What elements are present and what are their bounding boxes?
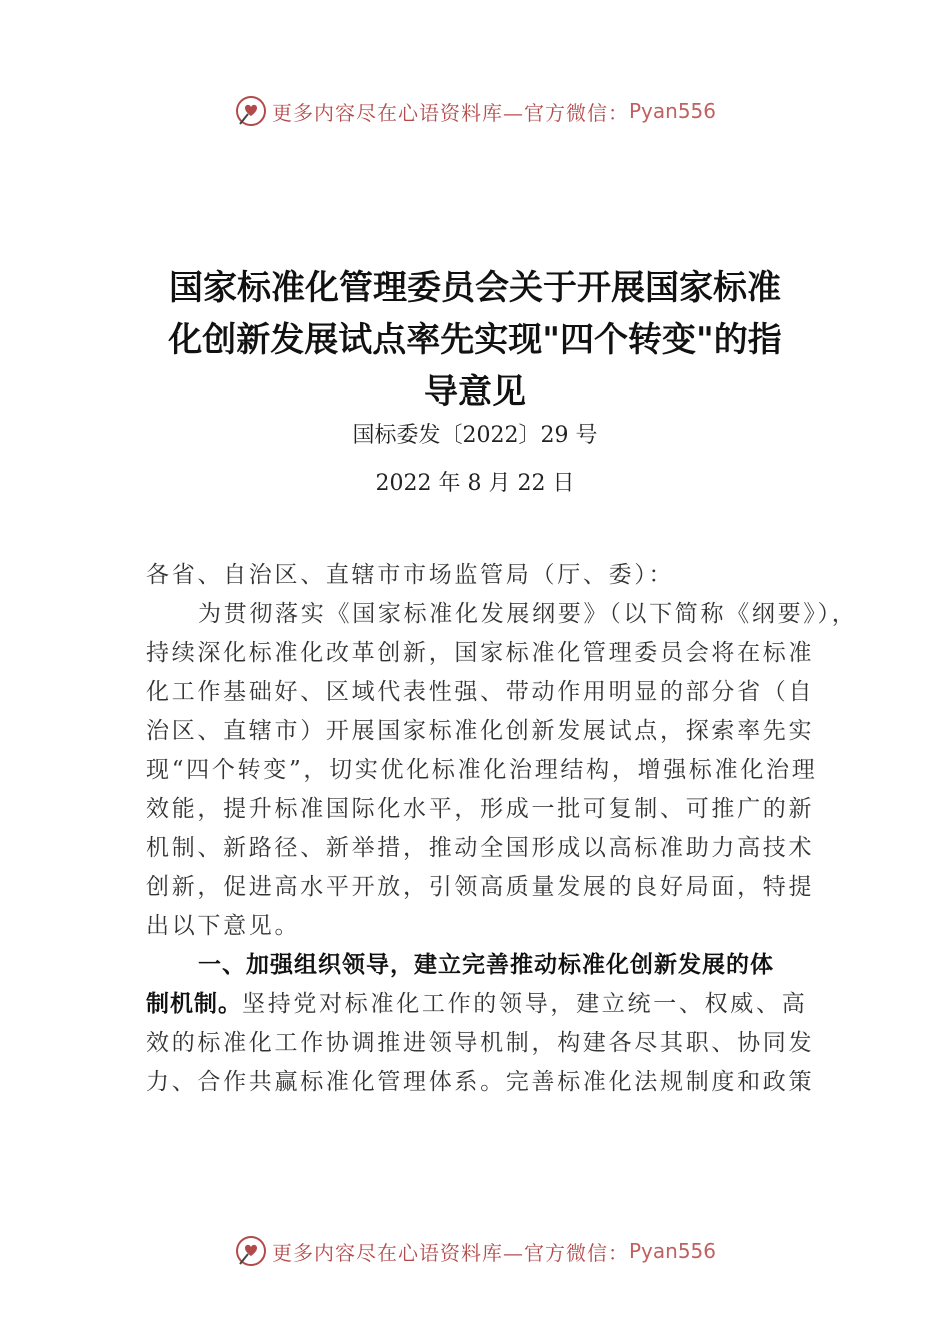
document-number: 国标委发〔2022〕29 号 [352, 423, 598, 448]
title-line: 导意见 [424, 372, 526, 412]
watermark-text: 更多内容尽在心语资料库—官方微信： [271, 100, 629, 125]
section-text: 坚持党对标准化工作的领导，建立统一、权威、高 [242, 991, 808, 1017]
watermark-bottom [0, 1234, 950, 1268]
heart-pen-logo-icon [234, 94, 268, 128]
section-paragraph-line: 力、合作共赢标准化管理体系。完善标准化法规制度和政策 [146, 1069, 815, 1095]
document-body [146, 556, 858, 1102]
watermark-top [0, 94, 950, 128]
paragraph-line: 治区、直辖市）开展国家标准化创新发展试点，探索率先实 [146, 718, 815, 744]
paragraph-line: 持续深化标准化改革创新，国家标准化管理委员会将在标准 [146, 640, 815, 666]
heart-pen-logo-icon [234, 1234, 268, 1268]
section-paragraph-line [146, 985, 846, 1024]
paragraph-line: 现“四个转变”，切实优化标准化治理结构，增强标准化治理 [146, 757, 818, 783]
document-date: 2022 年 8 月 22 日 [375, 471, 575, 496]
paragraph-line: 效能，提升标准国际化水平，形成一批可复制、可推广的新 [146, 796, 815, 822]
paragraph-line: 为贯彻落实《国家标准化发展纲要》（以下简称《纲要》）， [198, 601, 858, 627]
paragraph-line: 出以下意见。 [146, 913, 301, 939]
document-title [120, 262, 830, 418]
watermark-text: 更多内容尽在心语资料库—官方微信： [271, 1240, 629, 1265]
paragraph-line: 化工作基础好、区域代表性强、带动作用明显的部分省（自 [146, 679, 815, 705]
title-line: 国家标准化管理委员会关于开展国家标准 [169, 268, 781, 308]
paragraph-line: 创新，促进高水平开放，引领高质量发展的良好局面，特提 [146, 874, 815, 900]
section-heading-continued: 制机制。 [146, 991, 242, 1017]
title-line: 化创新发展试点率先实现"四个转变"的指 [168, 320, 782, 360]
paragraph-line: 机制、新路径、新举措，推动全国形成以高标准助力高技术 [146, 835, 815, 861]
salutation: 各省、自治区、直辖市市场监管局（厅、委）： [146, 562, 675, 588]
watermark-handle: Pyan556 [628, 1239, 716, 1263]
watermark-handle: Pyan556 [628, 99, 716, 123]
section-paragraph-line: 效的标准化工作协调推进领导机制，构建各尽其职、协同发 [146, 1030, 815, 1056]
section-heading: 一、加强组织领导，建立完善推动标准化创新发展的体 [198, 952, 774, 978]
